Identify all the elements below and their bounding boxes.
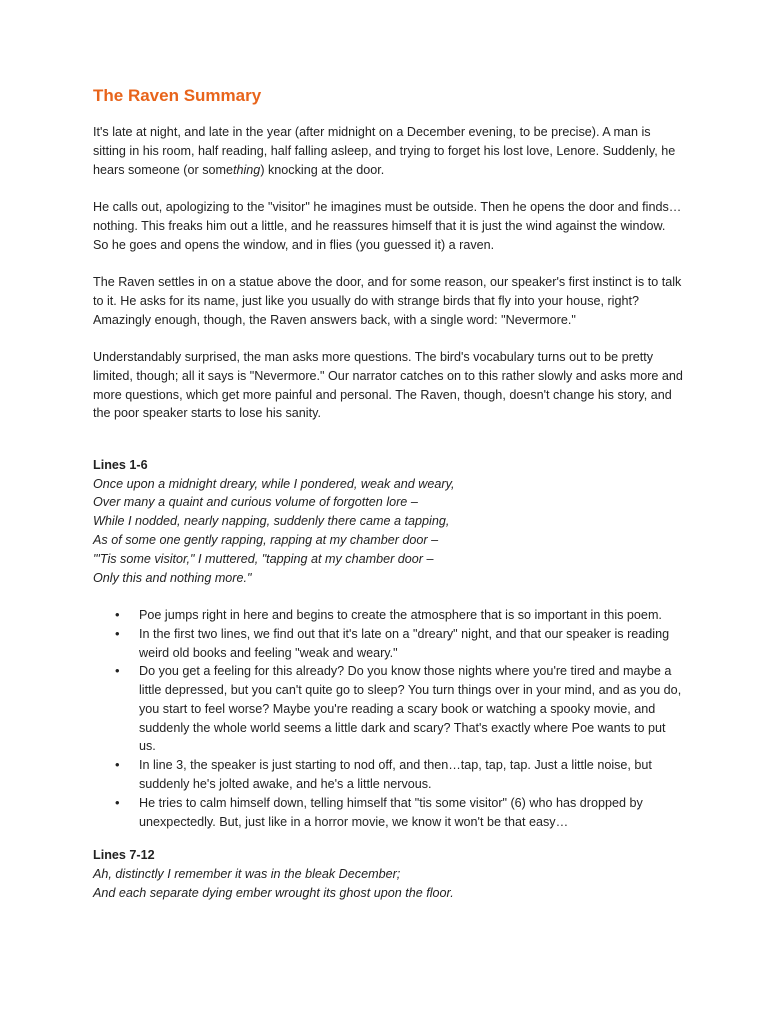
- poem-line: And each separate dying ember wrought its ghost upon the floor.: [93, 886, 454, 901]
- section-heading-lines-7-12: Lines 7-12: [93, 848, 155, 863]
- emphasis-text: thing: [233, 162, 261, 177]
- list-item: • Poe jumps right in here and begins to create the atmosphere that is so important in this poem.: [93, 606, 683, 625]
- list-item: • He tries to calm himself down, telling himself that "tis some visitor" (6) who has dropped by unexpectedly. But, just like in a horror movie, we know it won't be that easy…: [93, 794, 683, 832]
- poem-line: As of some one gently rapping, rapping at my chamber door –: [93, 532, 439, 547]
- list-item: • In the first two lines, we find out that it's late on a "dreary" night, and that our speaker is reading weird old books and feeling "weak and weary.": [93, 625, 683, 663]
- paragraph-text: ) knocking at the door.: [260, 162, 385, 177]
- summary-paragraph-4: Understandably surprised, the man asks more questions. The bird's vocabulary turns out to be pretty limited, though; all it says is "Nevermore." Our narrator catches on to this rather slowly and asks more and more questions, which get more painful and personal. The Raven, though, doesn't change his story, and the poor speaker starts to lose his sanity.: [93, 349, 683, 421]
- page-title: The Raven Summary: [93, 86, 262, 105]
- section-heading-lines-1-6: Lines 1-6: [93, 457, 148, 472]
- summary-paragraph-1: [93, 123, 683, 179]
- summary-paragraph-3: The Raven settles in on a statue above the door, and for some reason, our speaker's first instinct is to talk to it. He asks for its name, just like you usually do with strange birds that fly into your house, right? Amazingly enough, though, the Raven answers back, with a single word: "Nevermore.": [93, 274, 682, 327]
- paragraph-text: It's late at night, and late in the year (after midnight on a December evening, to be precise). A man is sitting in his room, half reading, half falling asleep, and trying to forget his lost love, Lenore. Suddenly, he hears someone (or some: [93, 125, 676, 177]
- list-item: • Do you get a feeling for this already? Do you know those nights where you're tired and maybe a little depressed, but you can't quite go to sleep? You turn things over in your mind, and as you do, you start to feel worse? Maybe you're reading a scary book or watching a spooky movie, and suddenly the whole world seems a little dark and scary? That's exactly where Poe wants to put us.: [93, 662, 683, 756]
- poem-line: "'Tis some visitor," I muttered, "tapping at my chamber door –: [93, 551, 434, 566]
- poem-line: Over many a quaint and curious volume of forgotten lore –: [93, 495, 418, 510]
- summary-paragraph-2: He calls out, apologizing to the "visitor" he imagines must be outside. Then he opens the door and finds…nothing. This freaks him out a little, and he reassures himself that it is just the wind against the window. So he goes and opens the window, and in flies (you guessed it) a raven.: [93, 199, 682, 252]
- poem-line: While I nodded, nearly napping, suddenly there came a tapping,: [93, 514, 450, 529]
- document-body: [93, 123, 683, 903]
- poem-line: Once upon a midnight dreary, while I pondered, weak and weary,: [93, 476, 455, 491]
- poem-line: Only this and nothing more.": [93, 570, 252, 585]
- list-item: • In line 3, the speaker is just starting to nod off, and then…tap, tap, tap. Just a little noise, but suddenly he's jolted awake, and he's a little nervous.: [93, 756, 683, 794]
- poem-excerpt-lines-7-12: [93, 865, 683, 903]
- analysis-bullet-list: [93, 606, 683, 832]
- poem-excerpt-lines-1-6: [93, 475, 683, 588]
- poem-line: Ah, distinctly I remember it was in the bleak December;: [93, 867, 401, 882]
